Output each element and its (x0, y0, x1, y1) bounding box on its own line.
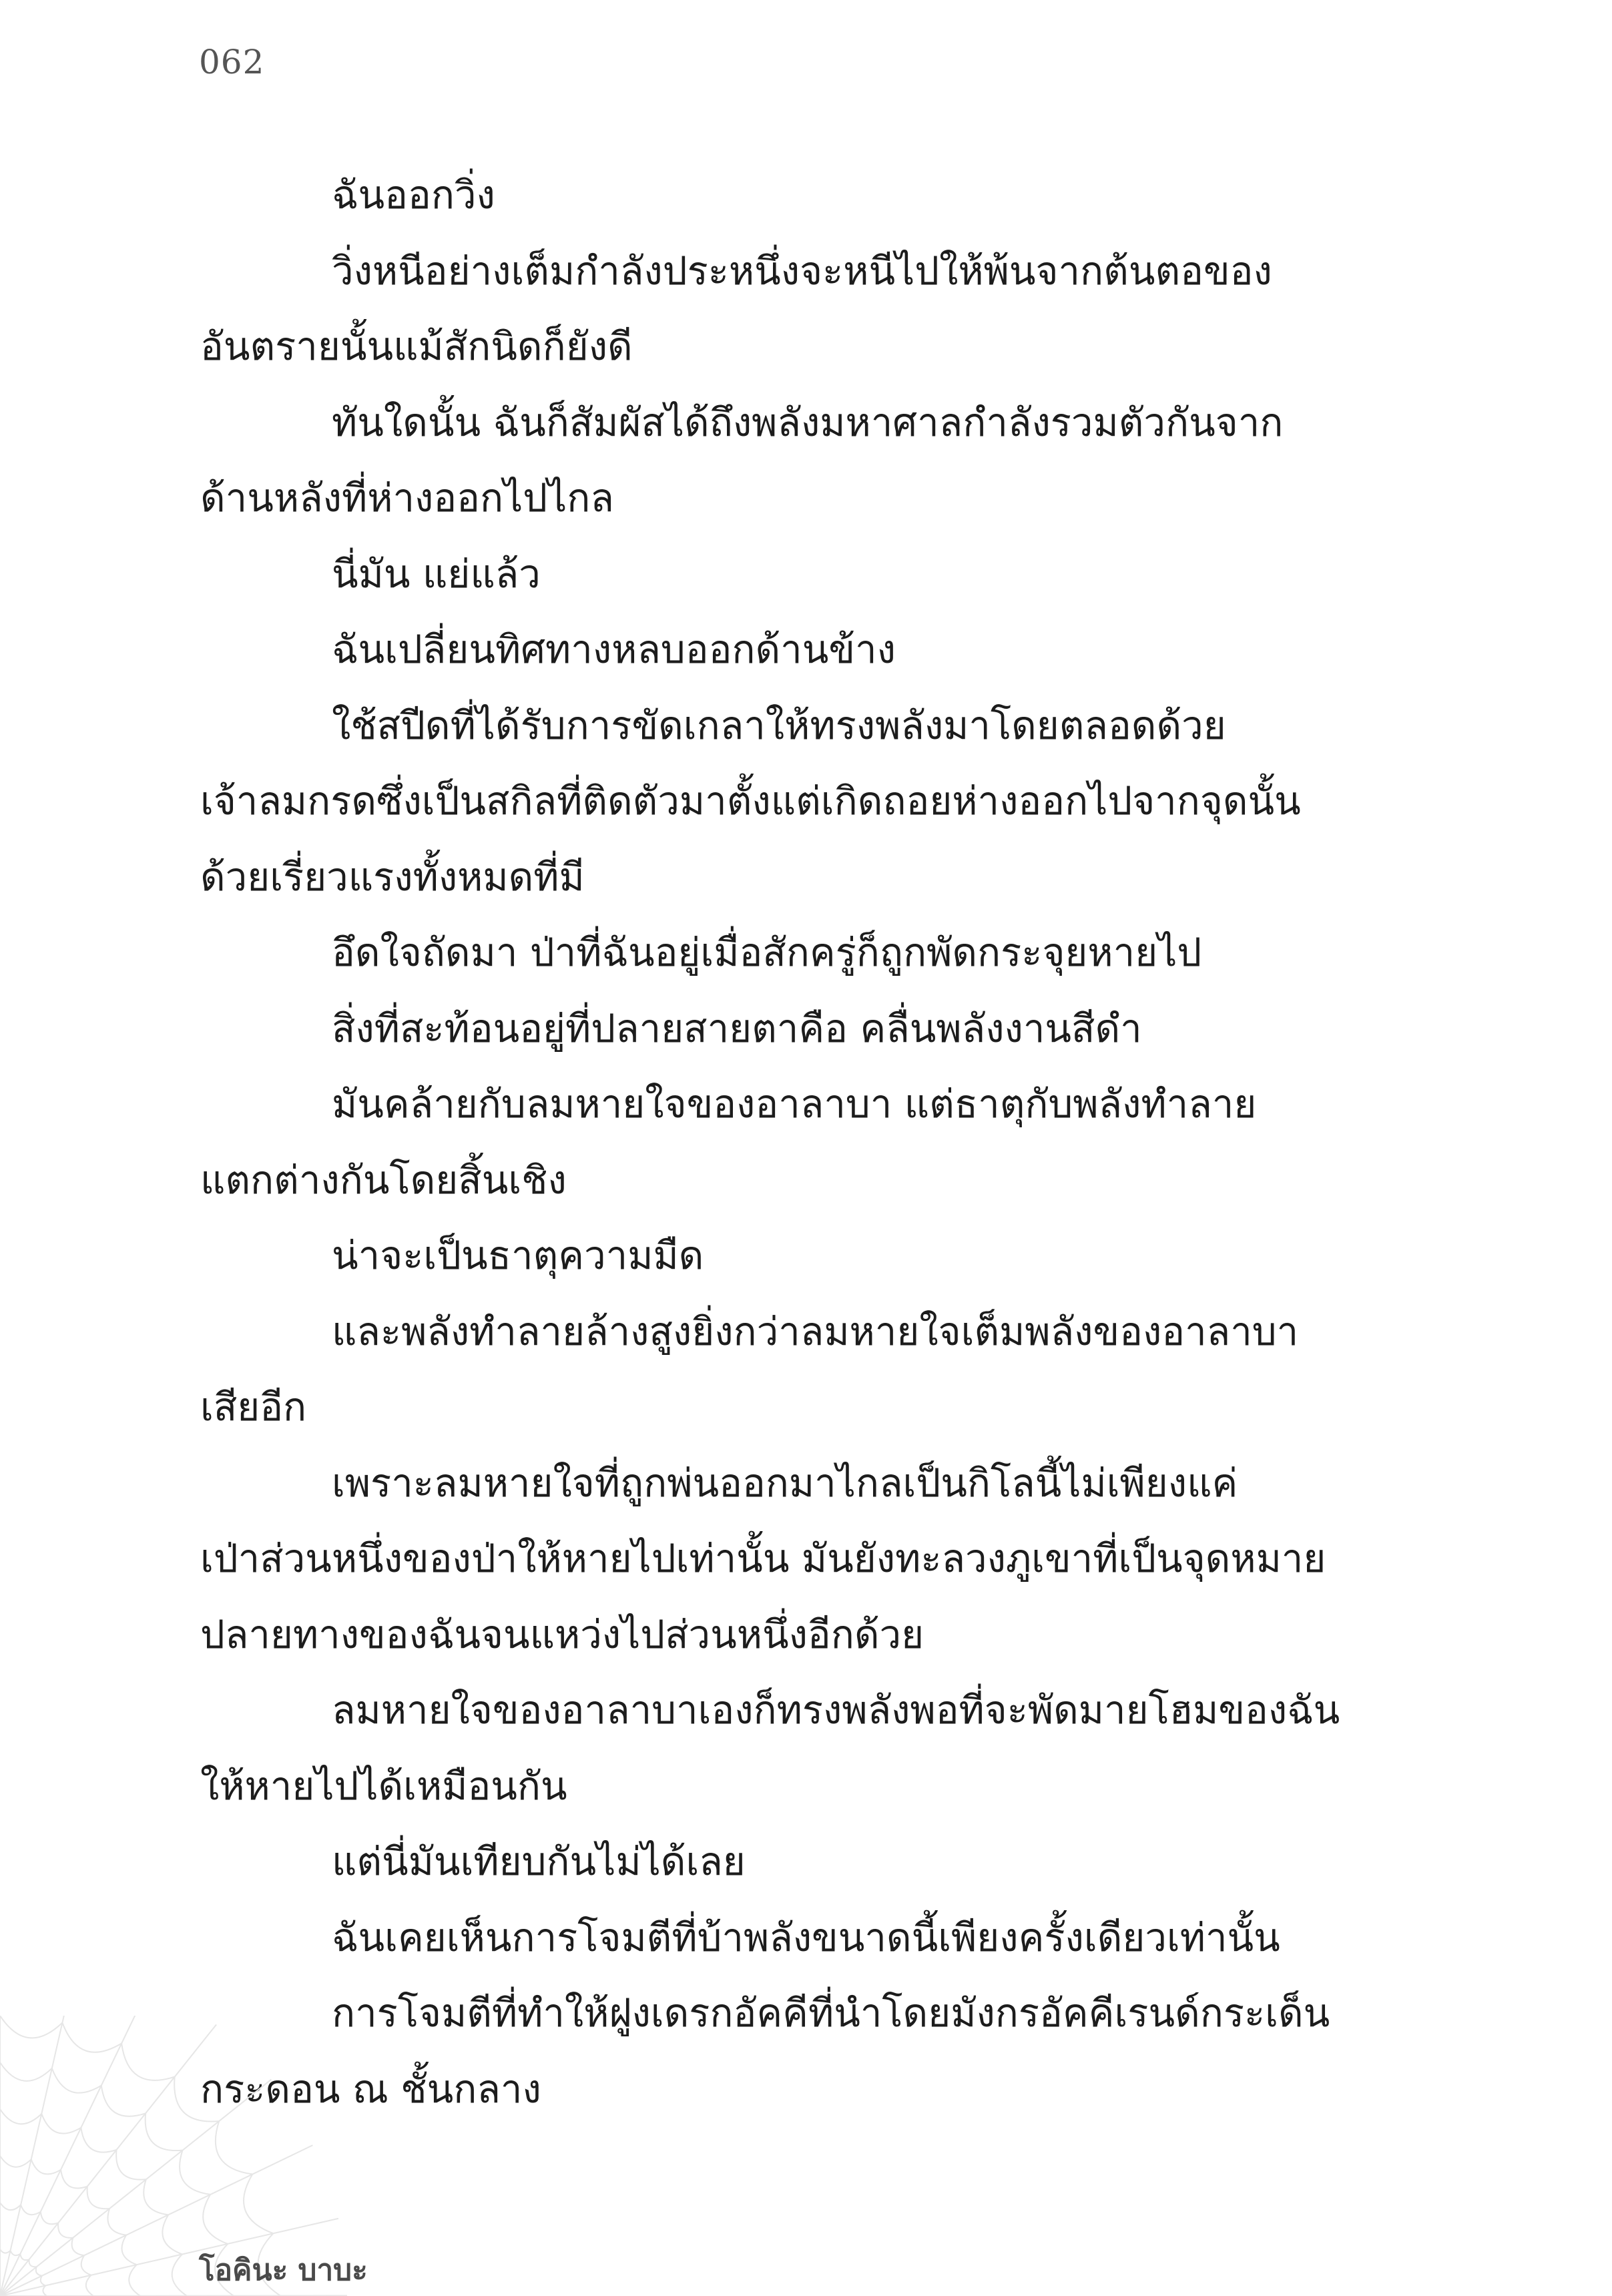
text-line: ใช้สปีดที่ได้รับการขัดเกลาให้ทรงพลังมาโดยตลอดด้วย (332, 702, 1226, 748)
text-line: และพลังทำลายล้างสูงยิ่งกว่าลมหายใจเต็มพลังของอาลาบา (332, 1308, 1299, 1354)
text-line: เป่าส่วนหนึ่งของป่าให้หายไปเท่านั้น มันยังทะลวงภูเขาที่เป็นจุดหมาย (200, 1536, 1326, 1581)
text-line: อันตรายนั้นแม้สักนิดก็ยังดี (200, 324, 633, 369)
text-line: มันคล้ายกับลมหายใจของอาลาบา แต่ธาตุกับพลังทำลาย (332, 1081, 1257, 1127)
footer-title: โอคินะ บาบะ (199, 2253, 368, 2287)
text-line: ฉันเปลี่ยนทิศทางหลบออกด้านข้าง (332, 627, 896, 672)
text-line: ด้วยเรี่ยวแรงทั้งหมดที่มี (200, 854, 585, 900)
text-line: แตกต่างกันโดยสิ้นเชิง (200, 1157, 567, 1203)
text-line: ปลายทางของฉันจนแหว่งไปส่วนหนึ่งอีกด้วย (200, 1611, 924, 1657)
text-line: ทันใดนั้น ฉันก็สัมผัสได้ถึงพลังมหาศาลกำลังรวมตัวกันจาก (332, 399, 1284, 445)
text-line: นี่มัน แย่แล้ว (332, 551, 541, 597)
page-number: 062 (199, 43, 265, 81)
text-line: ฉันเคยเห็นการโจมตีที่บ้าพลังขนาดนี้เพียงครั้งเดียวเท่านั้น (332, 1914, 1280, 1960)
text-line: แต่นี่มันเทียบกันไม่ได้เลย (332, 1839, 746, 1884)
text-line: เจ้าลมกรดซึ่งเป็นสกิลที่ติดตัวมาตั้งแต่เกิดถอยห่างออกไปจากจุดนั้น (200, 778, 1301, 824)
text-line: ให้หายไปได้เหมือนกัน (200, 1763, 567, 1809)
text-line: น่าจะเป็นธาตุความมืด (332, 1233, 704, 1278)
text-line: สิ่งที่สะท้อนอยู่ที่ปลายสายตาคือ คลื่นพลังงานสีดำ (332, 1005, 1142, 1051)
text-line: กระดอน ณ ชั้นกลาง (200, 2066, 541, 2112)
text-line: ด้านหลังที่ห่างออกไปไกล (200, 475, 614, 521)
text-line: อึดใจถัดมา ป่าที่ฉันอยู่เมื่อสักครู่ก็ถูกพัดกระจุยหายไป (332, 930, 1202, 975)
text-line: เพราะลมหายใจที่ถูกพ่นออกมาไกลเป็นกิโลนี้ไม่เพียงแค่ (332, 1460, 1238, 1506)
text-line: วิ่งหนีอย่างเต็มกำลังประหนึ่งจะหนีไปให้พ้นจากต้นตอของ (332, 248, 1272, 294)
text-line: ลมหายใจของอาลาบาเองก็ทรงพลังพอที่จะพัดมายโฮมของฉัน (332, 1687, 1340, 1733)
text-line: เสียอีก (200, 1384, 307, 1430)
text-line: ฉันออกวิ่ง (332, 172, 495, 218)
text-line: การโจมตีที่ทำให้ฝูงเดรกอัคคีที่นำโดยมังกรอัคคีเรนด์กระเด็น (332, 1990, 1330, 2036)
body-text (200, 158, 1412, 2127)
